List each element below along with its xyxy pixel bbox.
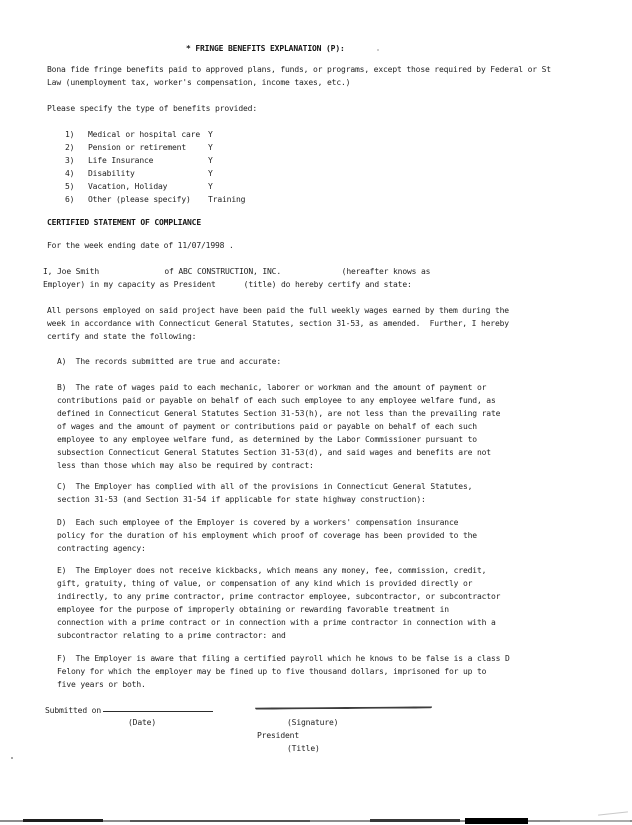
benefit-label: Vacation, Holiday [88,182,168,191]
text-line: employee to any employee welfare fund, as determined by the Labor Commissioner pursuant to [57,435,477,444]
scan-artifact-line [23,819,103,822]
benefit-num: 4) [65,169,75,178]
compliance-heading: CERTIFIED STATEMENT OF COMPLIANCE [47,218,201,227]
benefit-row [65,193,245,206]
benefit-label: Pension or retirement [88,143,186,152]
benefit-num: 6) [65,195,75,204]
scan-artifact-line [598,811,628,815]
text-line: Bona fide fringe benefits paid to approved plans, funds, or programs, except those required by Federal or St [47,65,551,74]
specify-benefits-line: Please specify the type of benefits provided: [47,104,257,113]
text-line: C) The Employer has complied with all of the provisions in Connecticut General Statutes, [57,482,473,491]
benefit-value: Y [208,130,213,139]
text-line: five years or both. [57,680,146,689]
benefit-num: 1) [65,130,75,139]
benefit-label: Other (please specify) [88,195,191,204]
benefit-value: Y [208,143,213,152]
benefit-value: Y [208,182,213,191]
text-line: subsection Connecticut General Statutes Section 31-53(d), and said wages and benefits are not [57,448,491,457]
clause-b [57,381,500,472]
text-line: defined in Connecticut General Statutes Section 31-53(h), are not less than the prevailing rate [57,409,501,418]
benefit-value: Training [208,195,246,204]
scan-speck [11,757,13,759]
benefit-num: 5) [65,182,75,191]
scan-artifact-line [465,818,528,824]
date-caption: (Date) [128,718,156,727]
text-line: gift, gratuity, thing of value, or compensation of any kind which is provided directly or [57,579,473,588]
submitted-on-label: Submitted on [45,706,101,715]
benefit-num: 3) [65,156,75,165]
text-line: F) The Employer is aware that filing a certified payroll which he knows to be false is a class D [57,654,510,663]
text-line: E) The Employer does not receive kickbacks, which means any money, fee, commission, credit, [57,566,487,575]
scan-artifact-line [560,820,630,822]
text-line: I, Joe Smith of ABC CONSTRUCTION, INC. (hereafter knows as [43,267,431,276]
text-line: less than those which may also be required by contract: [57,461,314,470]
benefit-row [65,180,245,193]
text-line: B) The rate of wages paid to each mechanic, laborer or workman and the amount of payment or [57,383,487,392]
scan-speck [377,49,379,51]
benefit-value: Y [208,169,213,178]
text-line: of wages and the amount of payment or contributions paid or payable on behalf of each such [57,422,477,431]
text-line: subcontractor relating to a prime contractor: and [57,631,286,640]
scan-artifact-line [130,820,310,822]
text-line: Felony for which the employer may be fined up to five thousand dollars, imprisoned for up to [57,667,487,676]
week-ending-line: For the week ending date of 11/07/1998 . [47,241,234,250]
title-value: President [257,731,299,740]
clause-f [57,652,510,691]
clause-e [57,564,500,642]
text-line: week in accordance with Connecticut General Statutes, section 31-53, as amended. Further, I hereby [47,319,509,328]
all-persons-paragraph [47,304,509,343]
benefit-label: Life Insurance [88,156,154,165]
clause-d [57,516,477,555]
benefit-row [65,141,245,154]
text-line: All persons employed on said project have been paid the full weekly wages earned by them during the [47,306,509,315]
certify-statement-paragraph [43,265,430,291]
text-line: D) Each such employee of the Employer is covered by a workers' compensation insurance [57,518,459,527]
benefit-label: Medical or hospital care [88,130,200,139]
benefits-list [65,128,245,206]
document-title: * FRINGE BENEFITS EXPLANATION (P): [186,44,345,53]
benefit-row [65,167,245,180]
text-line: certify and state the following: [47,332,197,341]
text-line: indirectly, to any prime contractor, prime contractor employee, subcontractor, or subcontractor [57,592,501,601]
benefit-row [65,128,245,141]
clause-a [57,355,281,368]
date-blank-line [103,703,213,712]
text-line: contributions paid or payable on behalf of each such employee to any employee welfare fund, as [57,396,496,405]
scan-artifact-line [370,819,460,822]
benefit-num: 2) [65,143,75,152]
intro-paragraph [47,63,551,89]
title-caption: (Title) [287,744,320,753]
signature-caption: (Signature) [287,718,339,727]
benefit-label: Disability [88,169,135,178]
text-line: connection with a prime contract or in connection with a prime contractor in connection with a [57,618,496,627]
benefit-value: Y [208,156,213,165]
text-line: Employer) in my capacity as President (title) do hereby certify and state: [43,280,412,289]
signature-blank-line [255,698,432,709]
text-line: section 31-53 (and Section 31-54 if applicable for state highway construction): [57,495,426,504]
text-line: policy for the duration of his employment which proof of coverage has been provided to the [57,531,477,540]
text-line: employee for the purpose of improperly obtaining or rewarding favorable treatment in [57,605,449,614]
benefit-row [65,154,245,167]
text-line: A) The records submitted are true and accurate: [57,357,281,366]
clause-c [57,480,472,506]
text-line: Law (unemployment tax, worker's compensation, income taxes, etc.) [47,78,351,87]
text-line: contracting agency: [57,544,146,553]
